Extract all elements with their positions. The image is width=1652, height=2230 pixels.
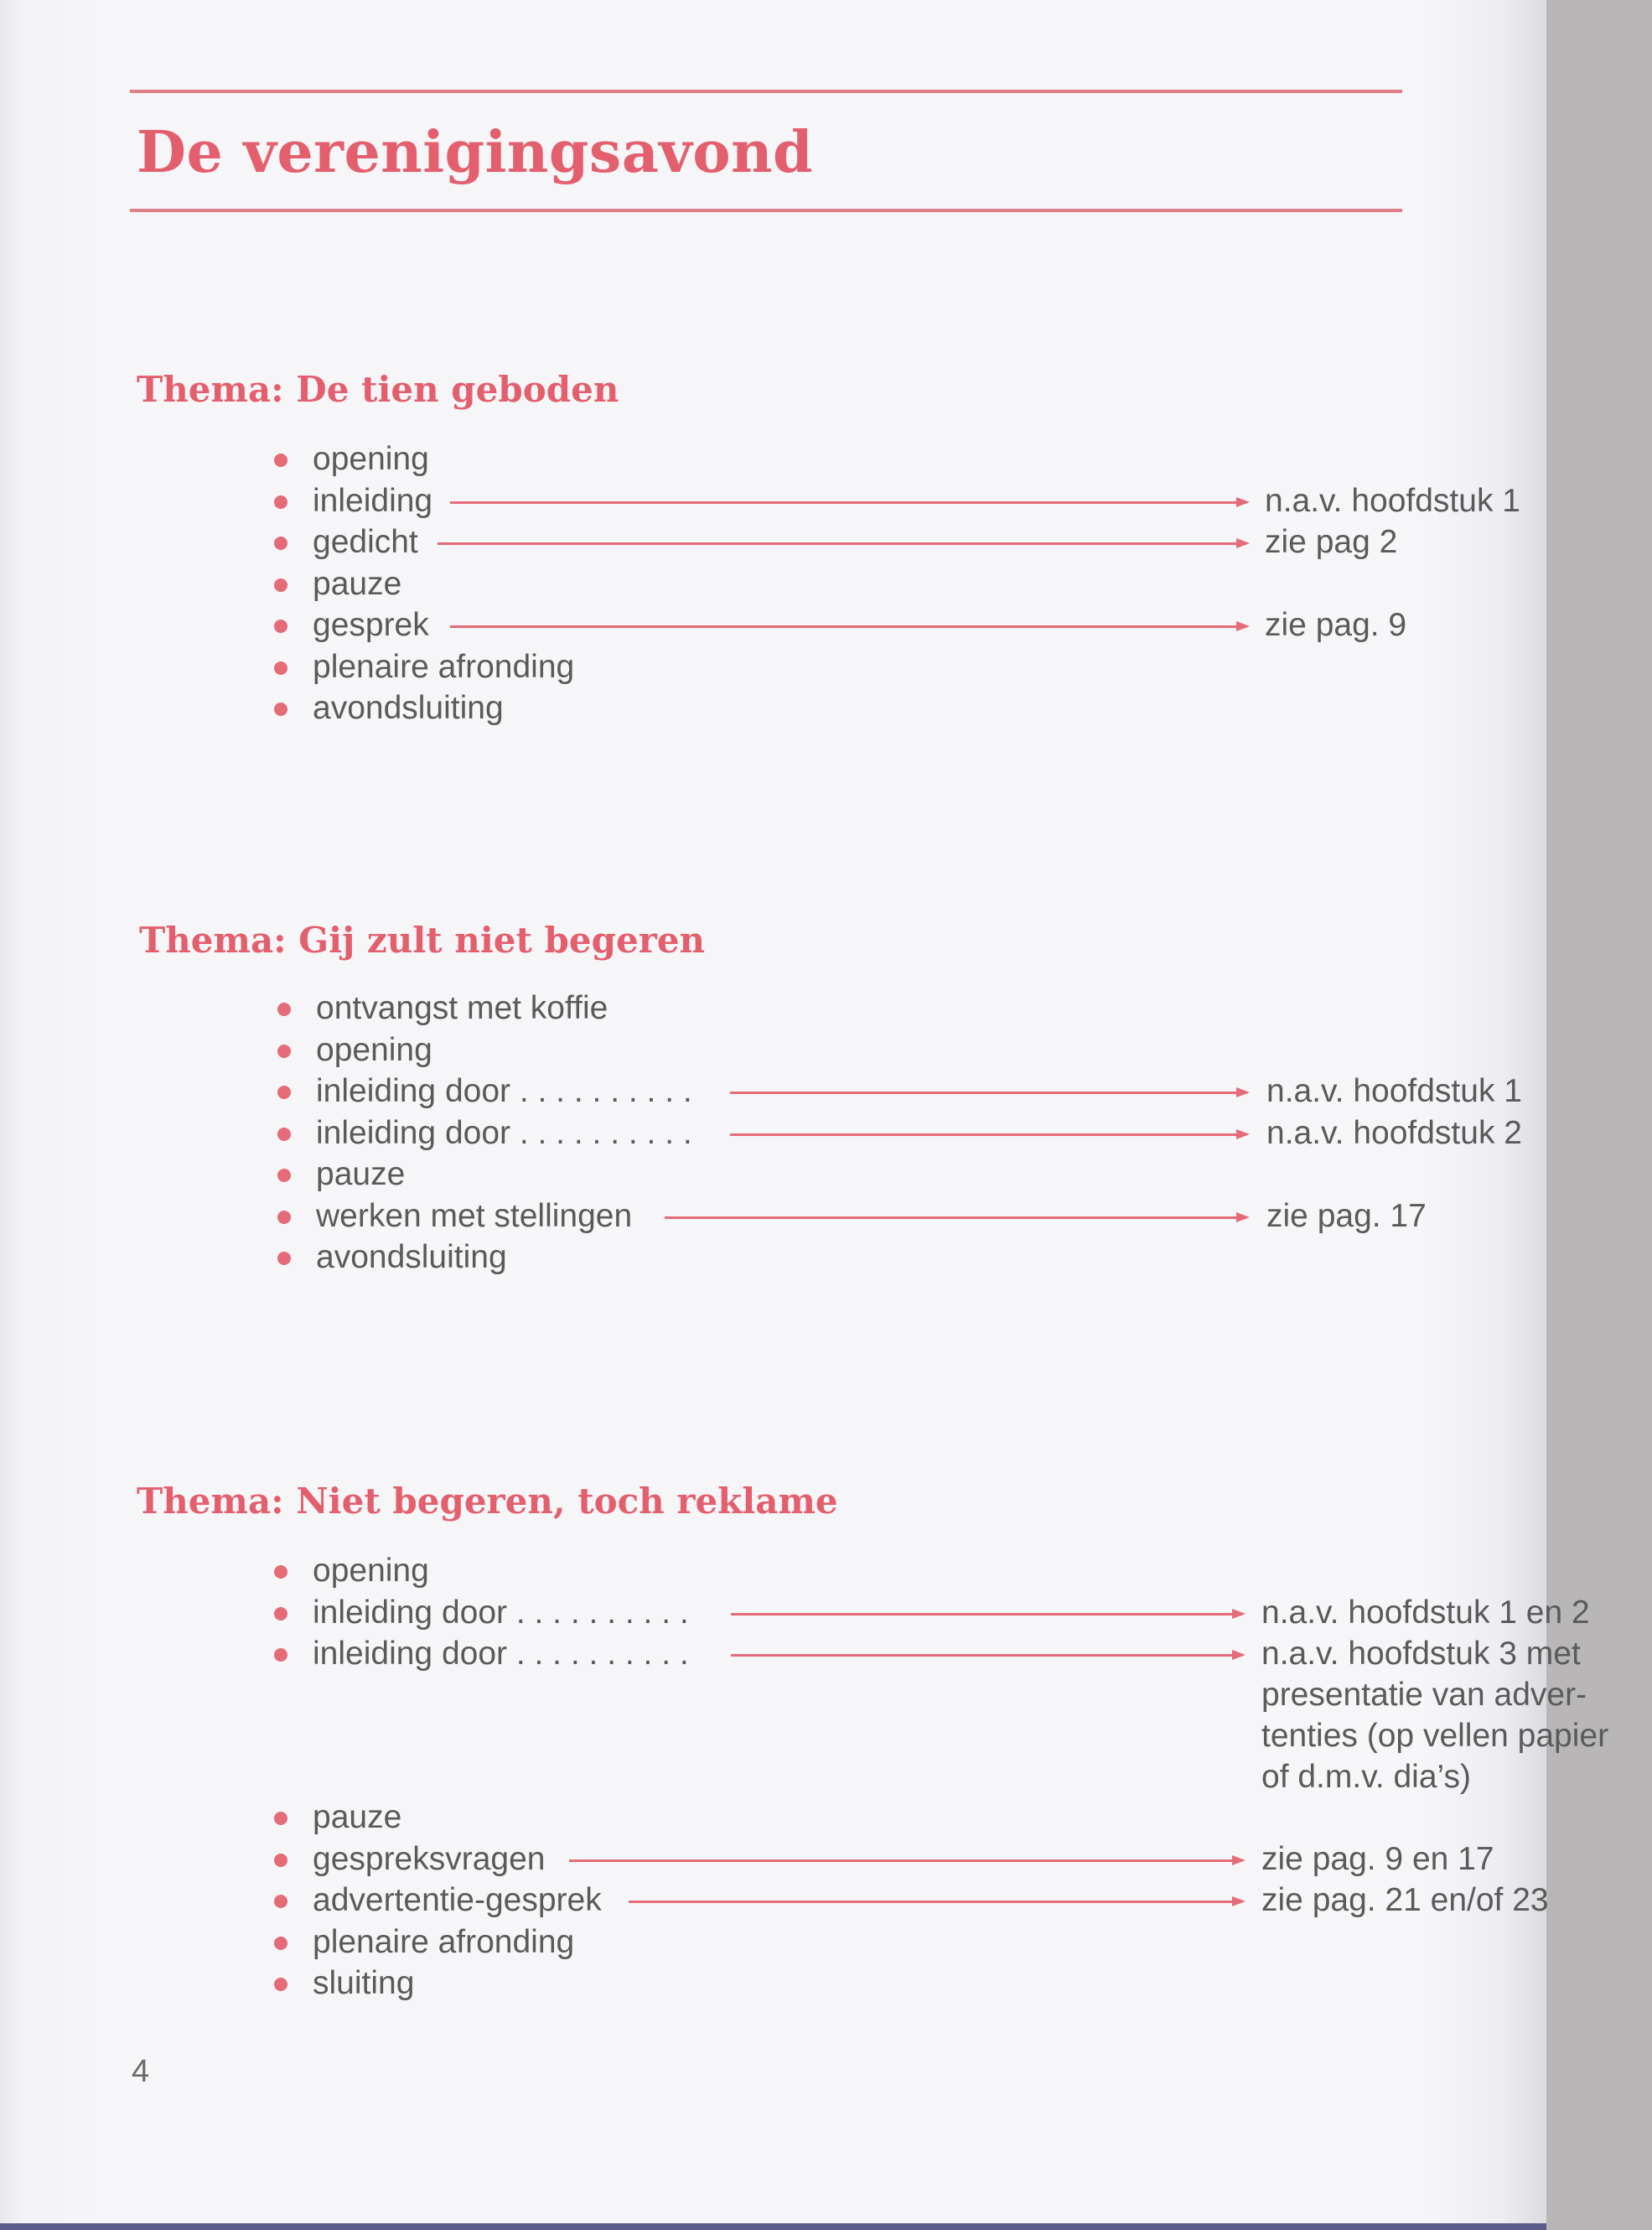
section-heading-tien-geboden: Thema: De tien geboden <box>137 369 619 410</box>
item-label: sluiting <box>313 1965 415 2001</box>
item-label: advertentie-gesprek <box>313 1882 602 1918</box>
bullet-icon <box>277 1128 291 1141</box>
item-reference: zie pag. 9 en 17 <box>1261 1840 1494 1877</box>
bullet-icon <box>274 661 287 675</box>
page-number: 4 <box>132 2054 150 2089</box>
bullet-icon <box>274 1565 287 1579</box>
bullet-icon <box>274 620 287 633</box>
arrow-icon <box>450 501 1246 504</box>
item-label: gesprek <box>313 607 429 643</box>
item-label: inleiding <box>313 482 433 519</box>
item-label: opening <box>313 441 429 477</box>
item-reference: zie pag. 17 <box>1266 1197 1427 1234</box>
bullet-icon <box>274 578 287 592</box>
arrow-icon <box>438 542 1246 545</box>
arrow-icon <box>665 1216 1246 1219</box>
bullet-icon <box>277 1211 291 1224</box>
bullet-icon <box>274 537 287 550</box>
item-label: werken met stellingen <box>316 1197 633 1234</box>
title-rule-bottom <box>130 209 1402 212</box>
arrow-icon <box>731 1613 1242 1615</box>
item-reference: zie pag. 21 en/of 23 <box>1261 1882 1549 1918</box>
item-label: inleiding door . . . . . . . . . . <box>313 1636 689 1672</box>
item-label: avondsluiting <box>316 1239 507 1275</box>
item-reference: zie pag. 9 <box>1265 607 1407 643</box>
item-reference: n.a.v. hoofdstuk 3 met presentatie van adver- tenties (op vellen papier of d.m.v. dia’s) <box>1261 1636 1609 1795</box>
item-label: inleiding door . . . . . . . . . . <box>316 1073 692 1109</box>
arrow-icon <box>730 1092 1246 1094</box>
item-reference: n.a.v. hoofdstuk 1 <box>1266 1073 1522 1109</box>
item-label: inleiding door . . . . . . . . . . <box>313 1594 689 1631</box>
arrow-icon <box>629 1901 1242 1903</box>
bullet-icon <box>277 1003 291 1016</box>
item-label: opening <box>316 1031 432 1068</box>
section-heading-toch-reklame: Thema: Niet begeren, toch reklame <box>137 1481 838 1522</box>
item-label: opening <box>313 1553 429 1589</box>
arrow-icon <box>731 1654 1242 1657</box>
title-rule-top <box>130 90 1402 93</box>
section-heading-niet-begeren: Thema: Gij zult niet begeren <box>139 920 706 961</box>
item-reference: n.a.v. hoofdstuk 1 <box>1265 482 1520 519</box>
bullet-icon <box>277 1086 291 1099</box>
bullet-icon <box>277 1169 291 1182</box>
bullet-icon <box>274 1648 287 1662</box>
bullet-icon <box>277 1045 291 1058</box>
arrow-icon <box>569 1859 1242 1862</box>
bullet-icon <box>274 1895 287 1908</box>
bullet-icon <box>274 703 287 716</box>
bullet-icon <box>274 495 287 509</box>
bullet-icon <box>274 1978 287 1991</box>
item-label: pauze <box>316 1156 406 1192</box>
page-title: De verenigingsavond <box>137 119 814 186</box>
item-label: gespreksvragen <box>313 1840 546 1877</box>
item-label: avondsluiting <box>313 690 504 726</box>
item-reference: n.a.v. hoofdstuk 1 en 2 <box>1261 1594 1590 1631</box>
item-reference: n.a.v. hoofdstuk 2 <box>1266 1114 1522 1151</box>
item-label: pauze <box>313 1799 402 1835</box>
item-label: ontvangst met koffie <box>316 990 608 1026</box>
bullet-icon <box>274 1607 287 1621</box>
bullet-icon <box>274 1812 287 1825</box>
item-label: gedicht <box>313 524 418 560</box>
arrow-icon <box>450 625 1246 628</box>
item-label: pauze <box>313 565 402 602</box>
item-reference: zie pag 2 <box>1265 524 1398 560</box>
item-label: plenaire afronding <box>313 1923 575 1960</box>
arrow-icon <box>730 1133 1246 1136</box>
bullet-icon <box>274 1854 287 1867</box>
item-label: plenaire afronding <box>313 648 575 685</box>
bullet-icon <box>277 1252 291 1265</box>
item-label: inleiding door . . . . . . . . . . <box>316 1114 692 1151</box>
bullet-icon <box>274 454 287 467</box>
bullet-icon <box>274 1937 287 1950</box>
